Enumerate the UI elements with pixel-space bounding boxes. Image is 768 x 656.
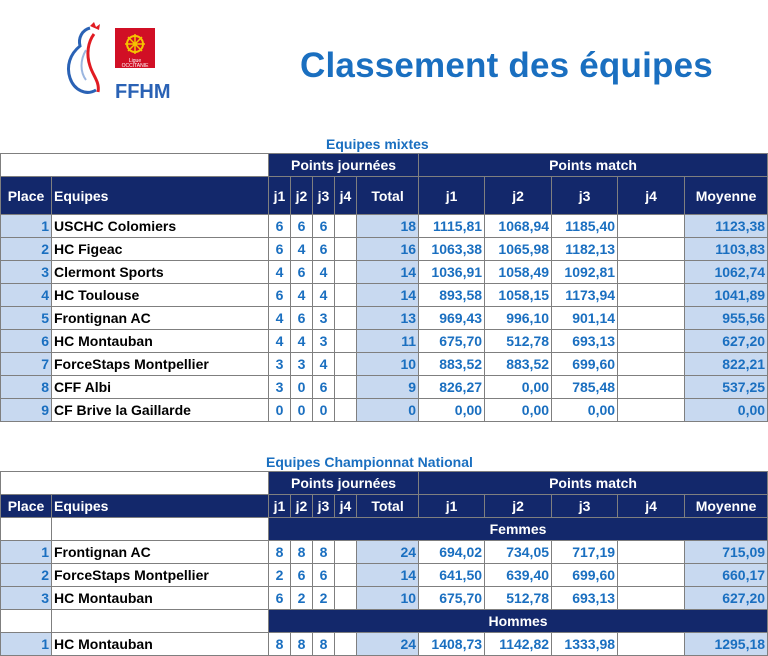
- points-match-j4-cell: [618, 330, 685, 353]
- table-mixtes: [0, 153, 768, 422]
- team-name-cell: ForceStaps Montpellier: [52, 564, 269, 587]
- header-pm-j3: j3: [552, 495, 618, 518]
- header-pm-j1: j1: [419, 495, 485, 518]
- moyenne-cell: 955,56: [685, 307, 768, 330]
- header-pj-j2: j2: [291, 495, 313, 518]
- points-journee-j1-cell: 4: [269, 307, 291, 330]
- total-cell: 24: [357, 633, 419, 656]
- points-match-j1-cell: 1408,73: [419, 633, 485, 656]
- team-name-cell: USCHC Colomiers: [52, 215, 269, 238]
- header-moyenne: Moyenne: [685, 177, 768, 215]
- points-match-j2-cell: 512,78: [485, 587, 552, 610]
- moyenne-cell: 0,00: [685, 399, 768, 422]
- place-cell: 2: [1, 238, 52, 261]
- points-journee-j2-cell: 8: [291, 633, 313, 656]
- moyenne-cell: 1103,83: [685, 238, 768, 261]
- team-name-cell: CF Brive la Gaillarde: [52, 399, 269, 422]
- total-cell: 10: [357, 353, 419, 376]
- points-journee-j2-cell: 6: [291, 261, 313, 284]
- points-match-j3-cell: 1333,98: [552, 633, 618, 656]
- points-match-j2-cell: 996,10: [485, 307, 552, 330]
- svg-text:OCCITANIE: OCCITANIE: [121, 63, 149, 69]
- team-name-cell: HC Figeac: [52, 238, 269, 261]
- points-journee-j4-cell: [335, 284, 357, 307]
- points-journee-j1-cell: 0: [269, 399, 291, 422]
- section-title-national: Equipes Championnat National: [266, 454, 473, 470]
- points-journee-j1-cell: 8: [269, 633, 291, 656]
- total-cell: 14: [357, 284, 419, 307]
- header-pj-j4: j4: [335, 495, 357, 518]
- points-journee-j3-cell: 8: [313, 541, 335, 564]
- points-match-j2-cell: 0,00: [485, 399, 552, 422]
- moyenne-cell: 627,20: [685, 330, 768, 353]
- points-journee-j1-cell: 6: [269, 587, 291, 610]
- points-match-j1-cell: 641,50: [419, 564, 485, 587]
- header-place: Place: [1, 495, 52, 518]
- points-journee-j4-cell: [335, 215, 357, 238]
- points-match-j3-cell: 1182,13: [552, 238, 618, 261]
- team-name-cell: CFF Albi: [52, 376, 269, 399]
- ffhm-logo: [60, 20, 170, 110]
- moyenne-cell: 1041,89: [685, 284, 768, 307]
- moyenne-cell: 715,09: [685, 541, 768, 564]
- points-match-j4-cell: [618, 284, 685, 307]
- points-match-j1-cell: 675,70: [419, 587, 485, 610]
- table-row: [1, 238, 768, 261]
- points-journee-j1-cell: 6: [269, 215, 291, 238]
- points-journee-j3-cell: 8: [313, 633, 335, 656]
- points-match-j2-cell: 883,52: [485, 353, 552, 376]
- points-match-j4-cell: [618, 541, 685, 564]
- points-journee-j2-cell: 8: [291, 541, 313, 564]
- points-journee-j2-cell: 4: [291, 284, 313, 307]
- points-match-j1-cell: 694,02: [419, 541, 485, 564]
- points-journee-j4-cell: [335, 633, 357, 656]
- table-row: [1, 215, 768, 238]
- svg-text:Ligue: Ligue: [128, 58, 142, 64]
- header-moyenne: Moyenne: [685, 495, 768, 518]
- team-name-cell: HC Montauban: [52, 587, 269, 610]
- points-match-j4-cell: [618, 261, 685, 284]
- points-journee-j2-cell: 2: [291, 587, 313, 610]
- table-row: [1, 564, 768, 587]
- header-pm-j2: j2: [485, 177, 552, 215]
- table-national: [0, 471, 768, 656]
- points-match-j3-cell: 699,60: [552, 353, 618, 376]
- header-pm-j2: j2: [485, 495, 552, 518]
- points-match-j4-cell: [618, 376, 685, 399]
- place-cell: 1: [1, 215, 52, 238]
- table-row: [1, 541, 768, 564]
- subheader-femmes: Femmes: [269, 518, 768, 541]
- points-match-j1-cell: 675,70: [419, 330, 485, 353]
- total-cell: 11: [357, 330, 419, 353]
- moyenne-cell: 537,25: [685, 376, 768, 399]
- points-journee-j4-cell: [335, 541, 357, 564]
- points-match-j4-cell: [618, 353, 685, 376]
- points-journee-j2-cell: 4: [291, 330, 313, 353]
- points-journee-j3-cell: 4: [313, 284, 335, 307]
- points-journee-j2-cell: 0: [291, 376, 313, 399]
- table-row: [1, 376, 768, 399]
- header-equipes: Equipes: [52, 177, 269, 215]
- points-journee-j3-cell: 4: [313, 261, 335, 284]
- points-match-j1-cell: 0,00: [419, 399, 485, 422]
- header-points-journees: Points journées: [269, 154, 419, 177]
- place-cell: 6: [1, 330, 52, 353]
- header-pm-j1: j1: [419, 177, 485, 215]
- section-title-mixtes: Equipes mixtes: [326, 136, 429, 152]
- points-match-j1-cell: 1063,38: [419, 238, 485, 261]
- brand-text: FFHM: [115, 81, 170, 103]
- points-journee-j2-cell: 4: [291, 238, 313, 261]
- total-cell: 13: [357, 307, 419, 330]
- team-name-cell: HC Montauban: [52, 633, 269, 656]
- points-journee-j4-cell: [335, 307, 357, 330]
- place-cell: 5: [1, 307, 52, 330]
- points-match-j1-cell: 969,43: [419, 307, 485, 330]
- place-cell: 8: [1, 376, 52, 399]
- moyenne-cell: 660,17: [685, 564, 768, 587]
- points-match-j1-cell: 883,52: [419, 353, 485, 376]
- points-match-j4-cell: [618, 564, 685, 587]
- points-journee-j3-cell: 6: [313, 238, 335, 261]
- points-journee-j3-cell: 6: [313, 564, 335, 587]
- points-match-j2-cell: 1142,82: [485, 633, 552, 656]
- points-journee-j3-cell: 2: [313, 587, 335, 610]
- header-points-match: Points match: [419, 472, 768, 495]
- points-journee-j1-cell: 6: [269, 238, 291, 261]
- team-name-cell: Clermont Sports: [52, 261, 269, 284]
- points-journee-j4-cell: [335, 353, 357, 376]
- header-equipes: Equipes: [52, 495, 269, 518]
- header-place: Place: [1, 177, 52, 215]
- moyenne-cell: 627,20: [685, 587, 768, 610]
- total-cell: 14: [357, 564, 419, 587]
- points-match-j3-cell: 699,60: [552, 564, 618, 587]
- total-cell: 24: [357, 541, 419, 564]
- points-match-j3-cell: 717,19: [552, 541, 618, 564]
- points-match-j1-cell: 1036,91: [419, 261, 485, 284]
- points-journee-j2-cell: 6: [291, 564, 313, 587]
- place-cell: 9: [1, 399, 52, 422]
- points-match-j3-cell: 901,14: [552, 307, 618, 330]
- team-name-cell: ForceStaps Montpellier: [52, 353, 269, 376]
- place-cell: 1: [1, 633, 52, 656]
- points-journee-j1-cell: 3: [269, 353, 291, 376]
- team-name-cell: Frontignan AC: [52, 307, 269, 330]
- header-total: Total: [357, 495, 419, 518]
- points-journee-j3-cell: 3: [313, 330, 335, 353]
- header-pm-j4: j4: [618, 177, 685, 215]
- place-cell: 7: [1, 353, 52, 376]
- points-journee-j3-cell: 6: [313, 376, 335, 399]
- points-match-j4-cell: [618, 215, 685, 238]
- table-row: [1, 587, 768, 610]
- points-match-j2-cell: 1058,15: [485, 284, 552, 307]
- points-match-j3-cell: 693,13: [552, 330, 618, 353]
- place-cell: 1: [1, 541, 52, 564]
- header-pj-j4: j4: [335, 177, 357, 215]
- points-match-j2-cell: 1065,98: [485, 238, 552, 261]
- points-journee-j1-cell: 8: [269, 541, 291, 564]
- points-journee-j2-cell: 3: [291, 353, 313, 376]
- points-match-j2-cell: 639,40: [485, 564, 552, 587]
- points-journee-j4-cell: [335, 330, 357, 353]
- points-journee-j3-cell: 6: [313, 215, 335, 238]
- total-cell: 0: [357, 399, 419, 422]
- points-journee-j3-cell: 0: [313, 399, 335, 422]
- table-row: [1, 633, 768, 656]
- total-cell: 14: [357, 261, 419, 284]
- points-match-j2-cell: 0,00: [485, 376, 552, 399]
- team-name-cell: HC Toulouse: [52, 284, 269, 307]
- header-points-journees: Points journées: [269, 472, 419, 495]
- points-match-j4-cell: [618, 307, 685, 330]
- header-pj-j3: j3: [313, 177, 335, 215]
- total-cell: 9: [357, 376, 419, 399]
- points-journee-j3-cell: 4: [313, 353, 335, 376]
- header-pm-j4: j4: [618, 495, 685, 518]
- points-journee-j1-cell: 2: [269, 564, 291, 587]
- points-match-j2-cell: 734,05: [485, 541, 552, 564]
- points-journee-j2-cell: 6: [291, 307, 313, 330]
- header-pj-j1: j1: [269, 177, 291, 215]
- points-match-j2-cell: 1068,94: [485, 215, 552, 238]
- points-match-j3-cell: 0,00: [552, 399, 618, 422]
- team-name-cell: HC Montauban: [52, 330, 269, 353]
- moyenne-cell: 1295,18: [685, 633, 768, 656]
- points-match-j3-cell: 1092,81: [552, 261, 618, 284]
- points-journee-j4-cell: [335, 376, 357, 399]
- moyenne-cell: 1062,74: [685, 261, 768, 284]
- points-match-j3-cell: 1185,40: [552, 215, 618, 238]
- total-cell: 10: [357, 587, 419, 610]
- place-cell: 3: [1, 587, 52, 610]
- points-match-j4-cell: [618, 399, 685, 422]
- place-cell: 4: [1, 284, 52, 307]
- points-journee-j4-cell: [335, 564, 357, 587]
- table-row: [1, 284, 768, 307]
- place-cell: 3: [1, 261, 52, 284]
- points-journee-j3-cell: 3: [313, 307, 335, 330]
- moyenne-cell: 1123,38: [685, 215, 768, 238]
- points-match-j3-cell: 693,13: [552, 587, 618, 610]
- page-title: Classement des équipes: [300, 46, 713, 85]
- points-journee-j4-cell: [335, 238, 357, 261]
- table-row: [1, 353, 768, 376]
- points-journee-j2-cell: 6: [291, 215, 313, 238]
- points-match-j4-cell: [618, 238, 685, 261]
- points-match-j2-cell: 512,78: [485, 330, 552, 353]
- rooster-logo-icon: [60, 20, 170, 110]
- points-journee-j4-cell: [335, 261, 357, 284]
- points-match-j1-cell: 893,58: [419, 284, 485, 307]
- points-journee-j4-cell: [335, 587, 357, 610]
- points-journee-j2-cell: 0: [291, 399, 313, 422]
- points-match-j4-cell: [618, 587, 685, 610]
- total-cell: 18: [357, 215, 419, 238]
- points-journee-j1-cell: 6: [269, 284, 291, 307]
- points-match-j4-cell: [618, 633, 685, 656]
- points-journee-j1-cell: 4: [269, 330, 291, 353]
- points-journee-j1-cell: 3: [269, 376, 291, 399]
- header-pm-j3: j3: [552, 177, 618, 215]
- total-cell: 16: [357, 238, 419, 261]
- team-name-cell: Frontignan AC: [52, 541, 269, 564]
- subheader-hommes: Hommes: [269, 610, 768, 633]
- points-match-j1-cell: 1115,81: [419, 215, 485, 238]
- points-journee-j4-cell: [335, 399, 357, 422]
- header-pj-j2: j2: [291, 177, 313, 215]
- points-match-j2-cell: 1058,49: [485, 261, 552, 284]
- header-pj-j3: j3: [313, 495, 335, 518]
- place-cell: 2: [1, 564, 52, 587]
- table-row: [1, 330, 768, 353]
- points-journee-j1-cell: 4: [269, 261, 291, 284]
- header-total: Total: [357, 177, 419, 215]
- moyenne-cell: 822,21: [685, 353, 768, 376]
- table-row: [1, 307, 768, 330]
- table-row: [1, 261, 768, 284]
- points-match-j3-cell: 1173,94: [552, 284, 618, 307]
- points-match-j3-cell: 785,48: [552, 376, 618, 399]
- header-pj-j1: j1: [269, 495, 291, 518]
- table-row: [1, 399, 768, 422]
- points-match-j1-cell: 826,27: [419, 376, 485, 399]
- header-points-match: Points match: [419, 154, 768, 177]
